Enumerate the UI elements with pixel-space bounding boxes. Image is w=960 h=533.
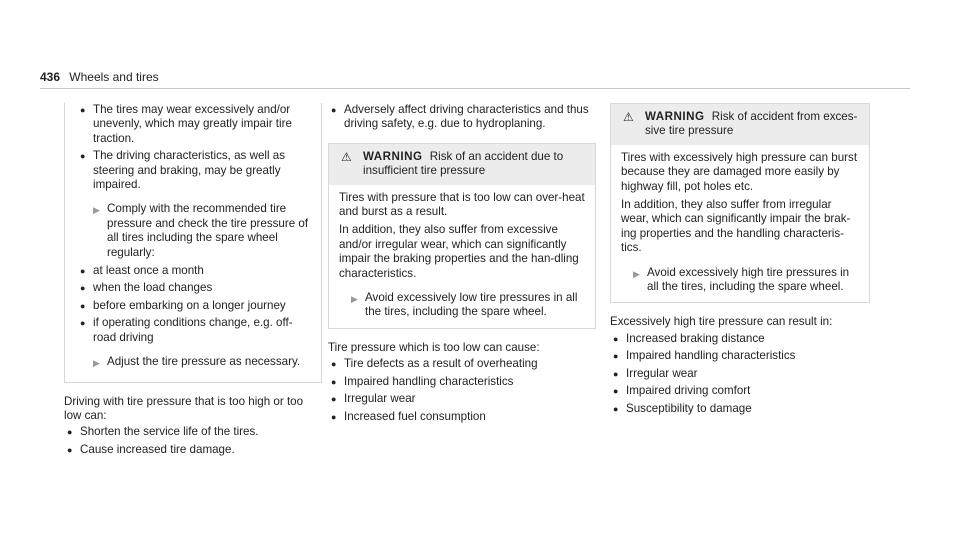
- play-arrow-icon: ▶: [93, 358, 100, 369]
- list-item: ● when the load changes: [80, 281, 213, 295]
- warning-title: WARNING: [645, 110, 705, 123]
- warning-text: Tires with excessively high pressure can burst because they are damaged more easily by highway fill, pot holes etc.: [621, 150, 858, 193]
- instruction-step: ▶ Avoid excessively low tire pressures in all the tires, including the spare wheel.: [351, 291, 578, 319]
- bullet-icon: ●: [80, 105, 86, 115]
- page-number: 436: [40, 70, 61, 84]
- bullet-icon: ●: [613, 333, 619, 344]
- bullet-icon: ●: [67, 427, 73, 438]
- list-item: ● Cause increased tire damage.: [67, 442, 235, 456]
- column-2: [312, 103, 596, 427]
- bullet-icon: ●: [613, 368, 619, 379]
- play-arrow-icon: ▶: [633, 268, 640, 279]
- play-arrow-icon: ▶: [93, 205, 100, 216]
- list-item: ● Impaired driving comfort: [613, 384, 751, 398]
- low-pressure-effects-list: [328, 357, 596, 424]
- warning-body: [329, 185, 595, 328]
- check-times-list: [77, 264, 309, 345]
- bullet-icon: ●: [80, 300, 86, 311]
- instruction-step: ▶ Comply with the recommended tire pressure and check the tire pressure of all tires including the spare wheel regularly:: [93, 202, 309, 259]
- list-item: ● Susceptibility to damage: [613, 401, 752, 415]
- list-item: ● if operating conditions change, e.g. off-road driving: [80, 316, 293, 344]
- tire-effects-list: [77, 103, 309, 192]
- list-item: ● before embarking on a longer journey: [80, 298, 286, 312]
- list-item: ● Irregular wear: [613, 366, 698, 380]
- bullet-icon: ●: [331, 411, 337, 422]
- warning-text: Tires with pressure that is too low can over-heat and burst as a result.: [339, 190, 585, 219]
- high-pressure-intro: Excessively high tire pressure can result in:: [610, 315, 833, 329]
- list-item: ● Increased fuel consumption: [331, 409, 486, 423]
- warning-body: [611, 145, 869, 303]
- warning-triangle-icon: ⚠: [341, 149, 352, 164]
- bullet-icon: ●: [331, 105, 337, 115]
- column-3: [610, 103, 870, 419]
- bullet-icon: ●: [613, 351, 619, 362]
- list-item: ● Irregular wear: [331, 392, 416, 406]
- instruction-step: ▶ Avoid excessively high tire pressures in all the tires, including the spare wheel.: [633, 265, 850, 294]
- bullet-icon: ●: [80, 266, 86, 277]
- bullet-icon: ●: [613, 403, 619, 414]
- warning-title: WARNING: [363, 149, 423, 163]
- warning-header: [611, 104, 869, 145]
- section-title: Wheels and tires: [69, 70, 159, 84]
- list-item: ● Impaired handling characteristics: [331, 374, 514, 388]
- page-header: [40, 70, 910, 89]
- warning-heading: Risk of accident from exces-sive tire pressure: [645, 110, 858, 138]
- play-arrow-icon: ▶: [351, 294, 358, 305]
- bullet-icon: ●: [80, 151, 86, 162]
- list-item: ● The driving characteristics, as well as steering and braking, may be greatly impaired.: [80, 149, 286, 192]
- list-item: ● Shorten the service life of the tires.: [67, 425, 259, 439]
- warning-box-high-pressure: [610, 103, 870, 303]
- list-item: ● The tires may wear excessively and/or unevenly, which may greatly impair tire traction.: [80, 103, 292, 145]
- list-item: ● Increased braking distance: [613, 331, 765, 345]
- bullet-icon: ●: [331, 359, 337, 370]
- continuation-box: [64, 103, 322, 383]
- low-pressure-intro: Tire pressure which is too low can cause:: [328, 340, 540, 354]
- list-item: ● at least once a month: [80, 264, 204, 278]
- bullet-icon: ●: [331, 376, 337, 387]
- driving-effects-list: [312, 103, 596, 132]
- high-low-intro: Driving with tire pressure that is too high or too low can:: [64, 394, 304, 422]
- bullet-icon: ●: [331, 394, 337, 405]
- warning-text: In addition, they also suffer from excessive and/or irregular wear, which can significantly impair the braking properties and the han-dling characteristics.: [339, 223, 579, 280]
- list-item: ● Tire defects as a result of overheating: [331, 357, 538, 371]
- high-pressure-effects-list: [610, 332, 870, 416]
- bullet-icon: ●: [80, 318, 86, 329]
- instruction-step: ▶ Adjust the tire pressure as necessary.: [77, 355, 309, 369]
- bullet-icon: ●: [80, 283, 86, 294]
- warning-box-low-pressure: [328, 143, 596, 329]
- list-item: ● Adversely affect driving characteristics and thus driving safety, e.g. due to hydroplaning.: [331, 103, 589, 131]
- warning-heading: Risk of an accident due to insufficient tire pressure: [363, 149, 564, 178]
- bullet-icon: ●: [613, 386, 619, 397]
- column-1: [64, 103, 322, 460]
- warning-triangle-icon: ⚠: [623, 110, 634, 124]
- warning-text: In addition, they also suffer from irregular wear, which can significantly impair the brak-ing properties and the handling characteris-tics.: [621, 198, 851, 255]
- high-low-effects-list: [64, 425, 322, 457]
- bullet-icon: ●: [67, 444, 73, 455]
- warning-header: [329, 144, 595, 185]
- list-item: ● Impaired handling characteristics: [613, 349, 796, 363]
